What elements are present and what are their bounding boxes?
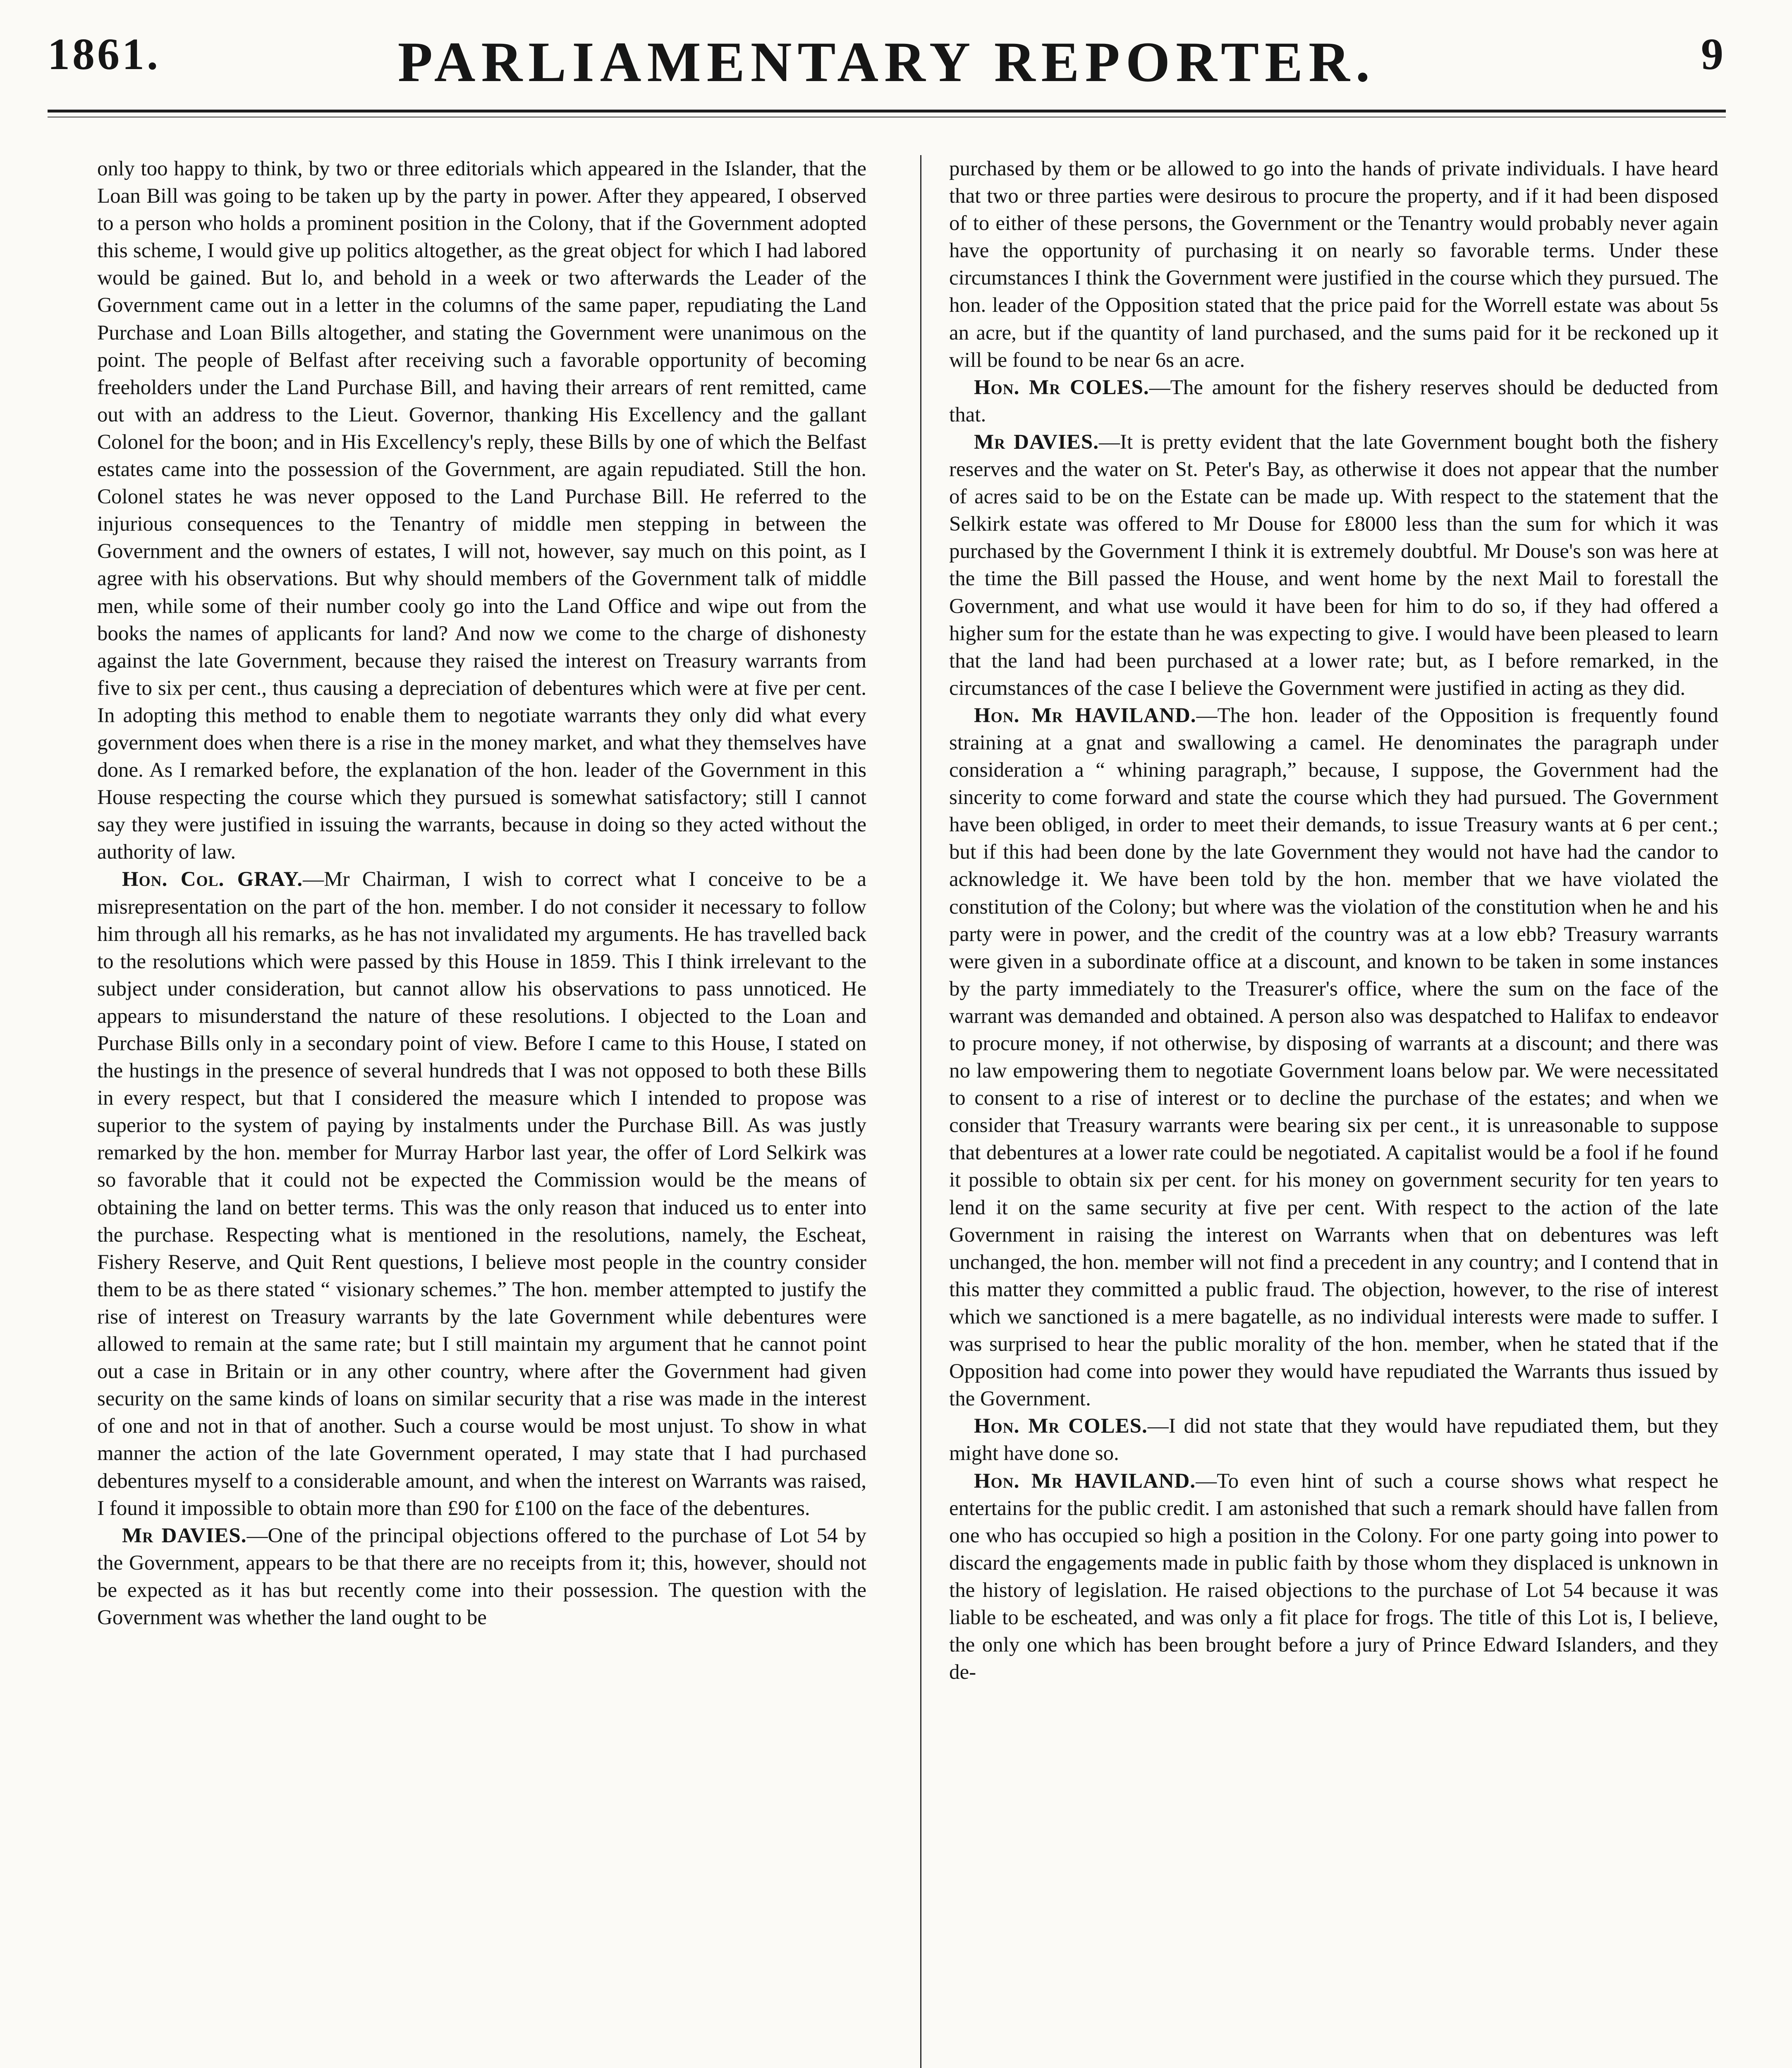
header-page-number: 9 [1701, 30, 1726, 79]
speaker-name: Mr DAVIES. [122, 1524, 247, 1547]
speaker-name: Mr DAVIES. [974, 430, 1099, 454]
page-header [48, 12, 1726, 136]
speaker-name: Hon. Mr COLES. [974, 1415, 1148, 1438]
left-column [97, 155, 866, 2068]
paragraph-text: —It is pretty evident that the late Government bought both the fishery reserves and the water on St. Peter's Bay, as otherwise it does not appear that the number of acres said to be on the Estate can be made up. With respect to the statement that the Selkirk estate was offered to Mr Douse for £8000 less than the sum for which it was purchased by the Government I think it is extremely doubtful. Mr Douse's son was here at the time the Bill passed the House, and went home by the next Mail to forestall the Government, and what use would it have been for him to do so, if they had offered a higher sum for the estate than he was expecting to give. I would have been pleased to learn that the land had been purchased at a lower rate; but, as I before remarked, in the circumstances of the case I believe the Government were justified in acting as they did. [949, 430, 1718, 700]
paragraph [949, 155, 1718, 374]
paragraph [949, 702, 1718, 1412]
paragraph [97, 866, 866, 1522]
paragraph-text: —I did not state that they would have repudiated them, but they might have done so. [949, 1415, 1718, 1465]
paragraph-text: only too happy to think, by two or three editorials which appeared in the Islander, that the Loan Bill was going to be taken up by the party in power. After they appeared, I observed to a person who holds a prominent position in the Colony, that if the Government adopted this scheme, I would give up politics altogether, as the great object for which I had labored would be gained. But lo, and behold in a week or two afterwards the Leader of the Government came out in a letter in the columns of the same paper, repudiating the Land Purchase and Loan Bills altogether, and stating the Government were unanimous on the point. The people of Belfast after receiving such a favorable opportunity of becoming freeholders under the Land Purchase Bill, and having their arrears of rent remitted, came out with an address to the Lieut. Governor, thanking His Excellency and the gallant Colonel for the boon; and in His Excellency's reply, these Bills by one of which the Belfast estates came into the possession of the Government, are again repudiated. Still the hon. Colonel states he was never opposed to the Land Purchase Bill. He referred to the injurious consequences to the Tenantry of middle men stepping in between the Government and the owners of estates, I will not, however, say much on this point, as I agree with his observations. But why should members of the Government talk of middle men, while some of their number cooly go into the Land Office and wipe out from the books the names of applicants for land? And now we come to the charge of dishonesty against the late Government, because they raised the interest on Treasury warrants from five to six per cent., thus causing a depreciation of debentures which were at five per cent. In adopting this method to enable them to negotiate warrants they only did what every government does when there is a rise in the money market, and what they themselves have done. As I remarked before, the explanation of the hon. leader of the Government in this House respecting the course which they pursued is somewhat satisfactory; still I cannot say they were justified in issuing the warrants, because in doing so they acted without the authority of law. [97, 157, 866, 864]
paragraph [949, 1412, 1718, 1467]
speaker-name: Hon. Mr HAVILAND. [974, 704, 1196, 727]
header-year: 1861. [48, 30, 160, 79]
text-columns [97, 155, 1718, 2068]
paragraph-text: —The amount for the fishery reserves should be deducted from that. [949, 376, 1718, 426]
column-divider [920, 155, 921, 2068]
speaker-name: Hon. Mr HAVILAND. [974, 1469, 1196, 1493]
paragraph [949, 1467, 1718, 1686]
right-column [949, 155, 1718, 2068]
header-title: PARLIAMENTARY REPORTER. [397, 30, 1376, 93]
paragraph-text: —Mr Chairman, I wish to correct what I conceive to be a misrepresentation on the part of the hon. member. I do not consider it necessary to follow him through all his remarks, as he has not invalidated my arguments. He has travelled back to the resolutions which were passed by this House in 1859. This I think irrelevant to the subject under consideration, but cannot allow his observations to pass unnoticed. He appears to misunderstand the nature of these resolutions. I objected to the Loan and Purchase Bills only in a secondary point of view. Before I came to this House, I stated on the hustings in the presence of several hundreds that I was not opposed to both these Bills in every respect, but that I considered the measure which I intended to propose was superior to the system of paying by instalments under the Purchase Bill. As was justly remarked by the hon. member for Murray Harbor last year, the offer of Lord Selkirk was so favorable that it could not be expected the Commission would be the means of obtaining the land on better terms. This was the only reason that induced us to enter into the purchase. Respecting what is mentioned in the resolutions, namely, the Escheat, Fishery Reserve, and Quit Rent questions, I believe most people in the country consider them to be as there stated “ visionary schemes.” The hon. member attempted to justify the rise of interest on Treasury warrants by the late Government while debentures were allowed to remain at the same rate; but I still maintain my argument that he cannot point out a case in Britain or in any other country, where after the Government had given security on the same kinds of loans on similar security that a rise was made in the interest of one and not in that of another. Such a course would be most unjust. To show in what manner the action of the late Government operated, I may state that I had purchased debentures myself to a considerable amount, and when the interest on Warrants was raised, I found it impossible to obtain more than £90 for £100 on the face of the debentures. [97, 868, 866, 1520]
paragraph-text: —One of the principal objections offered to the purchase of Lot 54 by the Government, appears to be that there are no receipts from it; this, however, should not be expected as it has but recently come into their possession. The question with the Government was whether the land ought to be [97, 1524, 866, 1629]
header-rule-thick [48, 110, 1726, 112]
paragraph [97, 1522, 866, 1631]
paragraph [949, 428, 1718, 702]
paragraph [97, 155, 866, 866]
paragraph-text: purchased by them or be allowed to go into the hands of private individuals. I have heard that two or three parties were desirous to procure the property, and if it had been disposed of to either of these persons, the Government or the Tenantry would probably never again have the opportunity of purchasing it on nearly so favorable terms. Under these circumstances I think the Government were justified in the course which they pursued. The hon. leader of the Opposition stated that the price paid for the Worrell estate was about 5s an acre, but if the quantity of land purchased, and the sums paid for it be reckoned up it will be found to be near 6s an acre. [949, 157, 1718, 372]
paragraph [949, 374, 1718, 428]
speaker-name: Hon. Mr COLES. [974, 376, 1149, 399]
speaker-name: Hon. Col. GRAY. [122, 868, 303, 891]
paragraph-text: —The hon. leader of the Opposition is frequently found straining at a gnat and swallowing a camel. He denominates the paragraph under consideration a “ whining paragraph,” because, I suppose, the Government had the sincerity to come forward and state the course which they had pursued. The Government have been obliged, in order to meet their demands, to issue Treasury wants at 6 per cent.; but if this had been done by the late Government they would not have had the candor to acknowledge it. We have been told by the hon. member that we have violated the constitution of the Colony; but where was the violation of the constitution when he and his party were in power, and the credit of the country was at a low ebb? Treasury warrants were given in a subordinate office at a discount, and known to be taken in some instances by the party immediately to the Treasurer's office, where the sum on the face of the warrant was demanded and obtained. A person also was despatched to Halifax to endeavor to procure money, if not otherwise, by disposing of warrants at a discount; and there was no law empowering them to negotiate Government loans below par. We were necessitated to consent to a rise of interest or to decline the purchase of the estates; and when we consider that Treasury warrants were bearing six per cent., it is unreasonable to suppose that debentures at a lower rate could be negotiated. A capitalist would be a fool if he found it possible to obtain six per cent. for his money on government security for ten years to lend it on the same security at five per cent. With respect to the action of the late Government in raising the interest on Warrants when that on debentures was left unchanged, the hon. member will not find a precedent in any country; and I contend that in this matter they committed a public fraud. The objection, however, to the rise of interest which we sanctioned is a mere bagatelle, as no individual interests were made to suffer. I was surprised to hear the public morality of the hon. member, when he stated that if the Opposition had come into power they would have repudiated the Warrants thus issued by the Government. [949, 704, 1718, 1411]
paragraph-text: —To even hint of such a course shows what respect he entertains for the public credit. I am astonished that such a remark should have fallen from one who has occupied so high a position in the Colony. For one party going into power to discard the engagements made in public faith by those whom they displaced is unknown in the history of legislation. He raised objections to the purchase of Lot 54 because it was liable to be escheated, and was only a fit place for frogs. The title of this Lot is, I believe, the only one which has been brought before a jury of Prince Edward Islanders, and they de- [949, 1469, 1718, 1684]
